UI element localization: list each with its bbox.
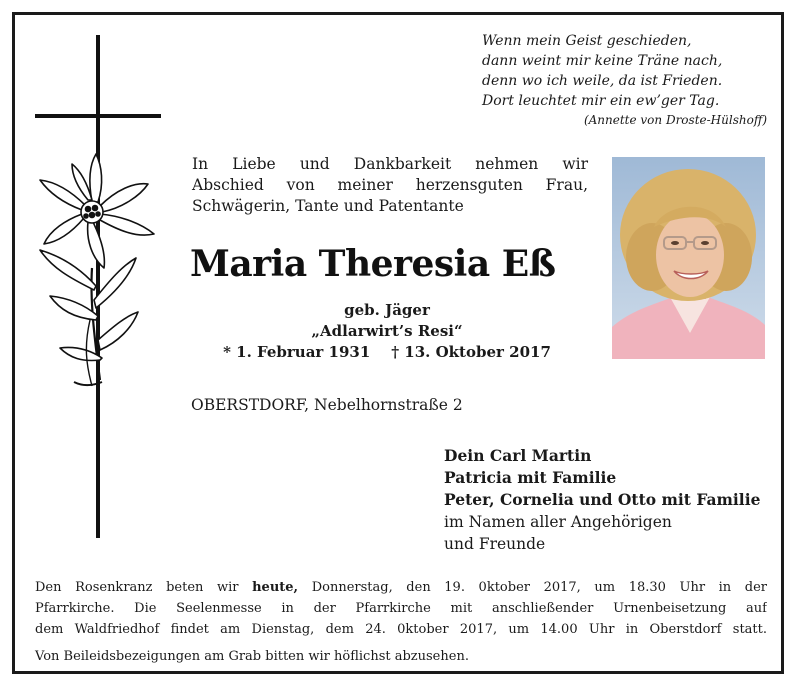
mourners [444,445,774,555]
notice-line [35,577,767,598]
notice-line: Von Beileidsbezeigungen am Grab bitten wir höflichst abzusehen. [35,649,469,664]
intro-line: Schwägerin, Tante und Patentante [192,197,464,215]
mourner-line: und Freunde [444,535,546,553]
notice-line: dem Waldfriedhof findet am Dienstag, dem 24. 0ktober 2017, um 14.00 Uhr in Oberstdorf statt. [35,622,767,637]
life-dates [192,342,582,363]
poem-line: dann weint mir keine Träne nach, [482,53,723,69]
poem-author: (Annette von Droste-Hülshoff) [583,113,767,127]
edelweiss-icon [30,150,170,400]
maiden-name: geb. Jäger [344,301,430,319]
birth-date: * 1. Februar 1931 [223,343,371,361]
poem-line: Wenn mein Geist geschieden, [482,33,692,49]
notice-text: Donnerstag, den 19. 0ktober 2017, um 18.30 Uhr in der [311,580,767,595]
deceased-info [192,300,582,363]
service-notice [35,577,767,667]
cross-horizontal-beam [35,114,161,118]
intro-text [192,154,588,217]
portrait-photo [612,157,765,359]
poem [482,31,767,129]
notice-line: Pfarrkirche. Die Seelenmesse in der Pfarrkirche mit anschließender Urnenbeisetzung auf [35,601,767,616]
intro-line: In Liebe und Dankbarkeit nehmen wir [192,155,588,173]
mourner-line: im Namen aller Angehörigen [444,513,672,531]
intro-line: Abschied von meiner herzensguten Frau, [192,176,588,194]
poem-line: denn wo ich weile, da ist Frieden. [482,73,723,89]
death-date: † 13. Oktober 2017 [391,343,551,361]
deceased-name: Maria Theresia Eß [190,243,556,285]
poem-line: Dort leuchtet mir ein ew’ger Tag. [482,93,720,109]
notice-text: Den Rosenkranz beten wir [35,580,239,595]
address: OBERSTDORF, Nebelhornstraße 2 [191,396,463,414]
notice-emphasis: heute, [252,580,299,595]
mourner-line: Peter, Cornelia und Otto mit Familie [444,490,761,509]
nickname: „Adlarwirt’s Resi“ [311,322,463,340]
mourner-line: Dein Carl Martin [444,446,592,465]
mourner-line: Patricia mit Familie [444,468,617,487]
